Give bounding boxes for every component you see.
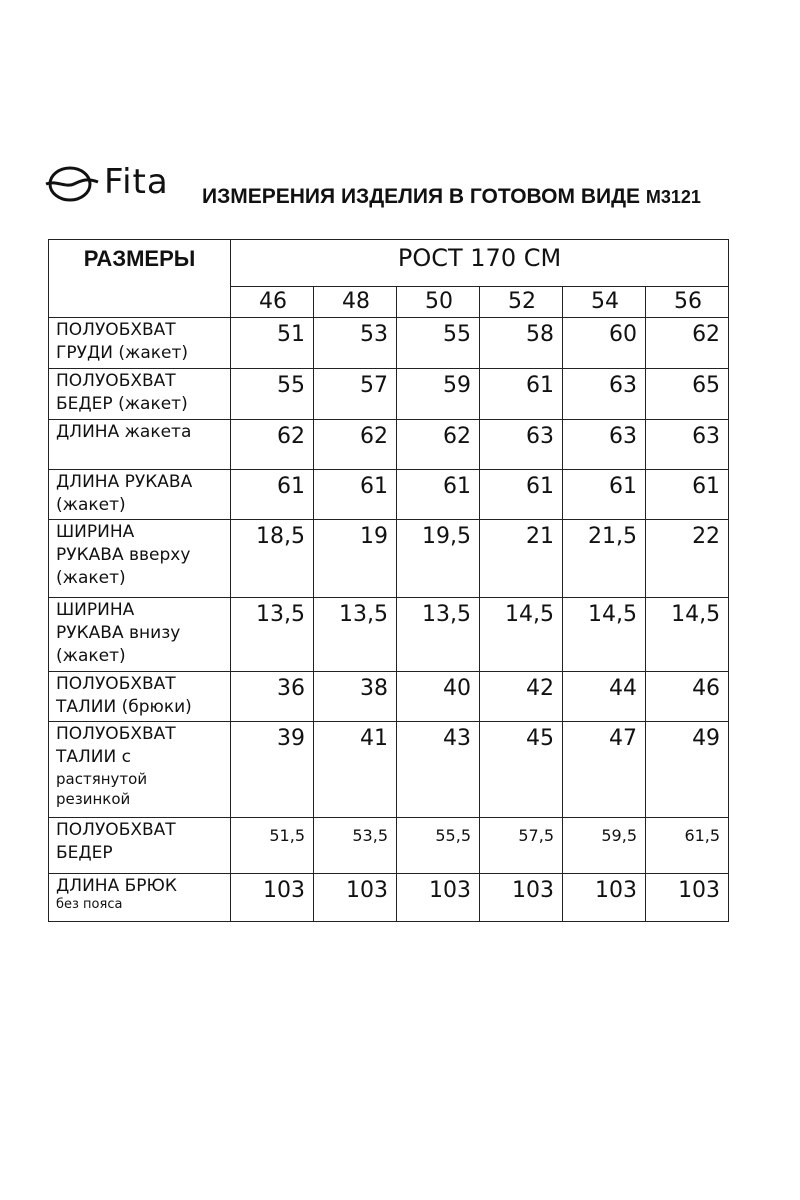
row-label-sub: резинкой bbox=[56, 790, 131, 808]
value-cell: 62 bbox=[397, 420, 480, 470]
row-label bbox=[49, 369, 231, 420]
row-label-line: ПОЛУОБХВАТ bbox=[56, 820, 176, 840]
table-row bbox=[49, 722, 729, 818]
value-cell: 103 bbox=[563, 874, 646, 922]
value-cell: 61 bbox=[314, 470, 397, 520]
row-label-line: ДЛИНА жакета bbox=[56, 422, 192, 442]
value-cell: 41 bbox=[314, 722, 397, 818]
table-row bbox=[49, 874, 729, 922]
row-label-line: ГРУДИ (жакет) bbox=[56, 343, 189, 363]
table-row bbox=[49, 420, 729, 470]
table-row bbox=[49, 818, 729, 874]
value-cell: 103 bbox=[646, 874, 729, 922]
row-label-line: ПОЛУОБХВАТ bbox=[56, 320, 176, 340]
value-cell: 103 bbox=[480, 874, 563, 922]
fita-logo-icon bbox=[44, 160, 100, 206]
row-label-line: РУКАВА внизу bbox=[56, 623, 181, 643]
size-cell: 50 bbox=[397, 287, 480, 318]
row-label-line: ТАЛИИ с bbox=[56, 747, 131, 767]
value-cell: 45 bbox=[480, 722, 563, 818]
value-cell: 61,5 bbox=[646, 818, 729, 874]
value-cell: 103 bbox=[314, 874, 397, 922]
value-cell: 55 bbox=[231, 369, 314, 420]
row-label bbox=[49, 874, 231, 922]
size-cell: 54 bbox=[563, 287, 646, 318]
value-cell: 62 bbox=[231, 420, 314, 470]
value-cell: 63 bbox=[480, 420, 563, 470]
value-cell: 42 bbox=[480, 672, 563, 722]
value-cell: 46 bbox=[646, 672, 729, 722]
row-label-line: (жакет) bbox=[56, 568, 126, 588]
size-cell: 48 bbox=[314, 287, 397, 318]
value-cell: 13,5 bbox=[397, 598, 480, 672]
value-cell: 103 bbox=[397, 874, 480, 922]
value-cell: 57,5 bbox=[480, 818, 563, 874]
row-label-line: ПОЛУОБХВАТ bbox=[56, 724, 176, 744]
value-cell: 53 bbox=[314, 318, 397, 369]
value-cell: 59 bbox=[397, 369, 480, 420]
row-label bbox=[49, 520, 231, 598]
sizes-header: РАЗМЕРЫ bbox=[49, 240, 231, 318]
row-label-line: ШИРИНА bbox=[56, 522, 135, 542]
row-label-sub: растянутой bbox=[56, 770, 148, 788]
row-label bbox=[49, 598, 231, 672]
row-label-line: ДЛИНА РУКАВА bbox=[56, 472, 193, 492]
table-row bbox=[49, 470, 729, 520]
row-label-line: РУКАВА вверху bbox=[56, 545, 191, 565]
size-cell: 46 bbox=[231, 287, 314, 318]
title-text: ИЗМЕРЕНИЯ ИЗДЕЛИЯ В ГОТОВОМ ВИДЕ bbox=[202, 185, 641, 208]
model-code: М3121 bbox=[645, 187, 701, 207]
table-row bbox=[49, 520, 729, 598]
value-cell: 59,5 bbox=[563, 818, 646, 874]
value-cell: 18,5 bbox=[231, 520, 314, 598]
value-cell: 38 bbox=[314, 672, 397, 722]
value-cell: 55,5 bbox=[397, 818, 480, 874]
value-cell: 61 bbox=[231, 470, 314, 520]
value-cell: 13,5 bbox=[314, 598, 397, 672]
table-header-row bbox=[49, 240, 729, 287]
value-cell: 14,5 bbox=[480, 598, 563, 672]
row-label bbox=[49, 420, 231, 470]
value-cell: 51 bbox=[231, 318, 314, 369]
value-cell: 47 bbox=[563, 722, 646, 818]
value-cell: 61 bbox=[480, 470, 563, 520]
value-cell: 63 bbox=[563, 369, 646, 420]
fita-logo bbox=[44, 160, 184, 210]
value-cell: 55 bbox=[397, 318, 480, 369]
value-cell: 61 bbox=[563, 470, 646, 520]
value-cell: 63 bbox=[563, 420, 646, 470]
value-cell: 14,5 bbox=[563, 598, 646, 672]
height-header: РОСТ 170 СМ bbox=[231, 240, 729, 287]
value-cell: 60 bbox=[563, 318, 646, 369]
value-cell: 61 bbox=[480, 369, 563, 420]
row-label-line: ТАЛИИ (брюки) bbox=[56, 697, 192, 717]
row-label-line: ШИРИНА bbox=[56, 600, 135, 620]
value-cell: 57 bbox=[314, 369, 397, 420]
row-label-line: ДЛИНА БРЮК bbox=[56, 876, 177, 896]
row-label bbox=[49, 818, 231, 874]
value-cell: 14,5 bbox=[646, 598, 729, 672]
value-cell: 21,5 bbox=[563, 520, 646, 598]
value-cell: 22 bbox=[646, 520, 729, 598]
value-cell: 53,5 bbox=[314, 818, 397, 874]
row-label-line: (жакет) bbox=[56, 495, 126, 515]
value-cell: 39 bbox=[231, 722, 314, 818]
value-cell: 21 bbox=[480, 520, 563, 598]
value-cell: 40 bbox=[397, 672, 480, 722]
table-row bbox=[49, 598, 729, 672]
row-label bbox=[49, 672, 231, 722]
row-label bbox=[49, 470, 231, 520]
value-cell: 43 bbox=[397, 722, 480, 818]
row-label bbox=[49, 722, 231, 818]
value-cell: 36 bbox=[231, 672, 314, 722]
row-label-line: ПОЛУОБХВАТ bbox=[56, 674, 176, 694]
value-cell: 49 bbox=[646, 722, 729, 818]
table-row bbox=[49, 672, 729, 722]
row-label-note: без пояса bbox=[56, 897, 123, 912]
value-cell: 63 bbox=[646, 420, 729, 470]
value-cell: 13,5 bbox=[231, 598, 314, 672]
row-label-line: БЕДЕР (жакет) bbox=[56, 394, 188, 414]
value-cell: 44 bbox=[563, 672, 646, 722]
page-title bbox=[202, 185, 701, 209]
value-cell: 62 bbox=[314, 420, 397, 470]
value-cell: 51,5 bbox=[231, 818, 314, 874]
row-label-line: ПОЛУОБХВАТ bbox=[56, 371, 176, 391]
table-row bbox=[49, 369, 729, 420]
value-cell: 58 bbox=[480, 318, 563, 369]
row-label-line: (жакет) bbox=[56, 646, 126, 666]
value-cell: 19,5 bbox=[397, 520, 480, 598]
row-label bbox=[49, 318, 231, 369]
value-cell: 103 bbox=[231, 874, 314, 922]
value-cell: 61 bbox=[397, 470, 480, 520]
value-cell: 61 bbox=[646, 470, 729, 520]
value-cell: 19 bbox=[314, 520, 397, 598]
value-cell: 62 bbox=[646, 318, 729, 369]
brand-name: Fita bbox=[104, 162, 169, 202]
size-cell: 56 bbox=[646, 287, 729, 318]
size-cell: 52 bbox=[480, 287, 563, 318]
size-table bbox=[48, 239, 729, 922]
value-cell: 65 bbox=[646, 369, 729, 420]
row-label-line: БЕДЕР bbox=[56, 843, 113, 863]
table-row bbox=[49, 318, 729, 369]
